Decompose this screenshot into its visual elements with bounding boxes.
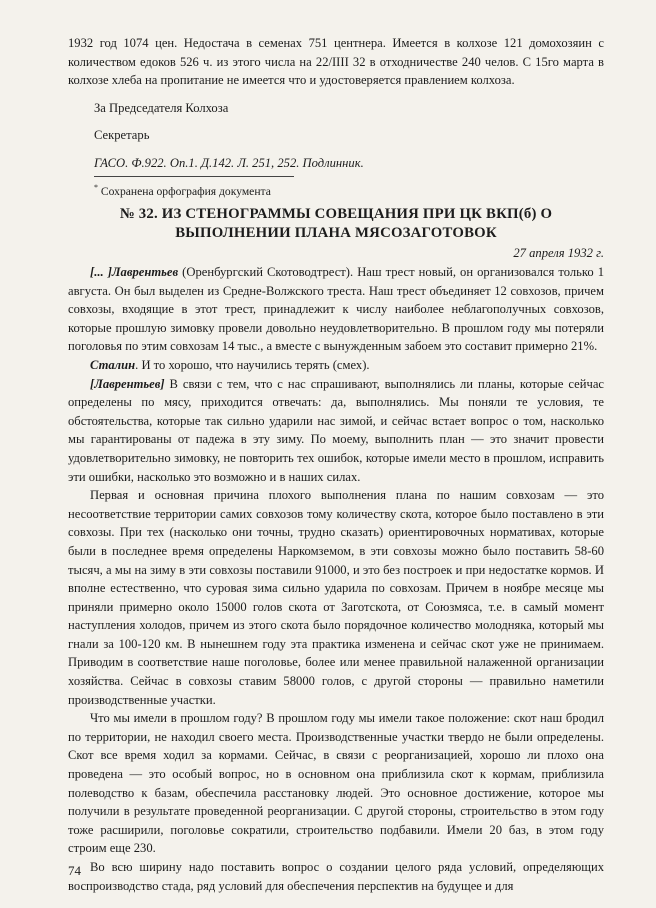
speaker-name: [... ]Лаврентьев [90, 265, 179, 280]
footnote [94, 180, 604, 200]
paragraph [68, 375, 604, 487]
body-text [68, 34, 604, 895]
signature-secretary: Секретарь [94, 128, 150, 143]
speaker-name: Сталин [90, 357, 136, 372]
speech-text: (Оренбургский Скотоводтрест). Наш трест новый, он организовался только 1 августа. Он был выделен из Средне-Волжского треста. Наш трест объединяет 12 совхозов, причем совхозы, входящие в этот трест, принадлежит к числу наиболее неблагополучных совхозов, которые прошлую зимовку провели довольно неудовлетворительно. В прошлом году мы потеряли поголовья по этим совхозам 14 тыс., а вместе с вынужденным забоем это составит примерно 21%. [68, 265, 604, 354]
speech-text: В связи с тем, что с нас спрашивают, выполнялись ли планы, которые сейчас определены по мясу, приходится отвечать: да, выполнялись. Мы поняли те условия, те обстоятельства, которые так сильно ударили нас зимой, и сейчас встает вопрос о том, насколько мы гарантированы от падежа в эту зиму. По моему, выполнить план — это значит провести удовлетворительно зимовку, не повторить тех ошибок, которые имели место в прошлом, исправить эти ошибки, насколько это возможно и в наших силах. [68, 376, 604, 484]
paragraph [68, 356, 604, 375]
signature-chairman: За Председателя Колхоза [94, 100, 229, 115]
speaker-name: [Лаврентьев] [90, 376, 165, 391]
page-number: 74 [68, 863, 81, 878]
document-date: 27 апреля 1932 г. [513, 246, 604, 261]
paragraph: Что мы имели в прошлом году? В прошлом году мы имели такое положение: скот наш бродил по территории, не находил своего места. Производственные участки твердо не были определены. Скот все время ходил за кормами. Сейчас, в связи с реорганизацией, хорошо ли плохо она проведена — это особый вопрос, но в основном она приблизила скот к кормам, приблизила полеводство к базам, обеспечила расстановку людей. Это основное достижение, которое мы получили в результате проведенной реорганизации. С другой стороны, строительство в этом году тоже расширили, поголовье сократили, строительство подбавили. Имели 20 баз, в этом году строим еще 230. [68, 711, 604, 856]
speech-text: . И то хорошо, что научились терять (смех). [135, 357, 370, 372]
archive-reference: ГАСО. Ф.922. Оп.1. Д.142. Л. 251, 252. Подлинник. [94, 155, 364, 170]
paragraph [68, 263, 604, 356]
paragraph: 1932 год 1074 цен. Недостача в семенах 751 центнера. Имеется в колхозе 121 домохозяин с количеством едоков 526 ч. из этого числа на 22/IIII 32 в отходничестве 240 челов. С 15го марта в колхозе хлеба на пропитание не имеется что и удостоверяется правлением колхоза. [68, 36, 604, 88]
footnote-mark: * [94, 182, 98, 192]
paragraph: Во всю ширину надо поставить вопрос о создании целого ряда условий, определяющих воспроизводство стада, ряд условий для обеспечения перспектив на будущее и для [68, 860, 604, 893]
paragraph: Первая и основная причина плохого выполнения плана по нашим совхозам — это несоответствие территории самих совхозов тому количеству скота, которое было поставлено в эти совхозы. При тех (насколько они точны, трудно сказать) ориентировочных нормативах, которые были в последнее время определены Наркомземом, в эти совхозы можно было поставить 58-60 тысяч, а мы на зиму в эти совхозы поставили 91000, и это без построек и при недостатке кормов. И вполне естественно, что суровая зима сильно ударила по совхозам. Причем в ноябре месяце мы приняли примерно около 15000 голов скота от Заготскота, от Союзмяса, т.е. в самый момент наступления холодов, причем из этого скота было порядочное количество молодняка, который мы гнали за 100-120 км. В нынешнем году эта практика изменена и сейчас скот уже не принимаем. Приводим в соответствие наше поголовье, более или менее правильной налаженной организации хозяйства. Сейчас в совхозы ставим 58000 голов, с другой стороны — правильно наметили производственные участки. [68, 488, 604, 707]
footnote-text: Сохранена орфография документа [100, 184, 271, 198]
footnote-rule [94, 176, 294, 177]
document-heading: № 32. ИЗ СТЕНОГРАММЫ СОВЕЩАНИЯ ПРИ ЦК ВКП(б) О ВЫПОЛНЕНИИ ПЛАНА МЯСОЗАГОТОВОК [119, 206, 553, 242]
